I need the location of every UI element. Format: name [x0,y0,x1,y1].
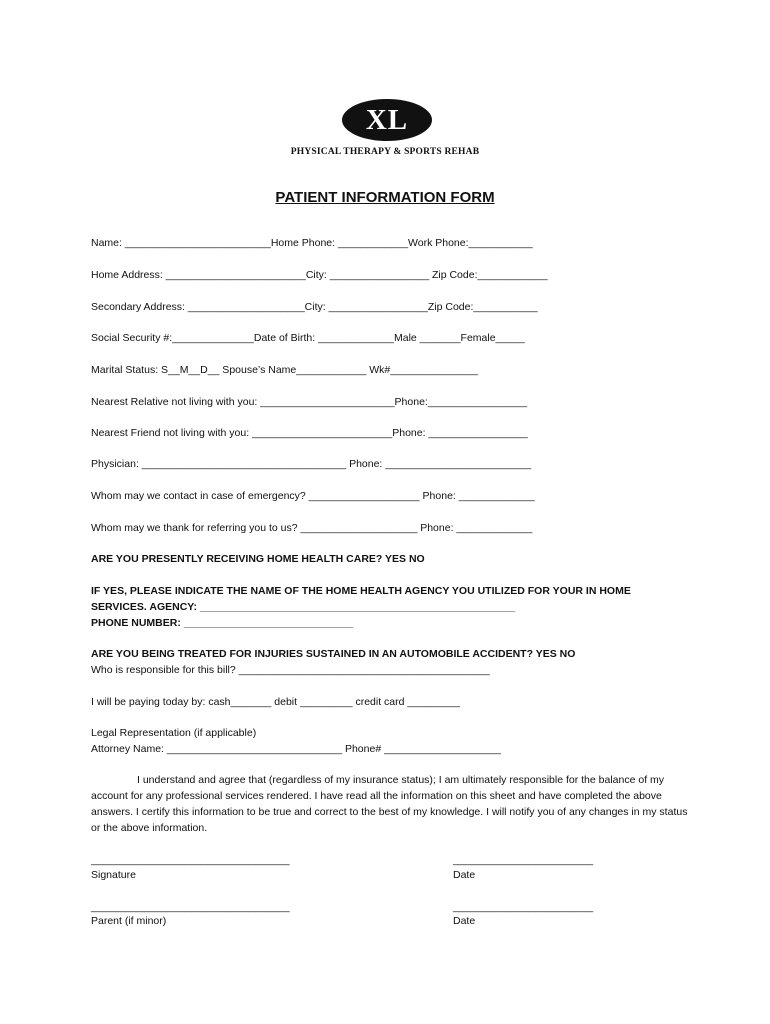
form-title: PATIENT INFORMATION FORM [275,189,495,206]
home-health-question: ARE YOU PRESENTLY RECEIVING HOME HEALTH CARE? YES NO [91,553,425,565]
attorney-line: Attorney Name: ______________________________ Phone# ____________________ [91,743,501,755]
parent-date-line: ________________________ [453,901,594,913]
auto-accident-question: ARE YOU BEING TREATED FOR INJURIES SUSTAINED IN AN AUTOMOBILE ACCIDENT? YES NO [91,648,576,660]
legal-representation-label: Legal Representation (if applicable) [91,727,257,739]
parent-signature-label: Parent (if minor) [91,915,167,927]
signature-line: __________________________________ [91,854,290,866]
parent-signature-line: __________________________________ [91,901,290,913]
agency-phone-line: PHONE NUMBER: _____________________________ [91,617,354,629]
home-address-line: Home Address: ________________________City: _________________ Zip Code:____________ [91,269,548,281]
logo [278,95,492,167]
logo-subtitle: PHYSICAL THERAPY & SPORTS REHAB [290,147,480,157]
date-label: Date [453,869,476,881]
agency-line: SERVICES. AGENCY: ______________________________________________________ [91,601,516,613]
date-line: ________________________ [453,854,594,866]
agreement-paragraph: I understand and agree that (regardless of my insurance status); I am ultimately responsible for the balance of my account for any professional services rendered. I have read all the information on this sheet and have completed the above answers. I certify this information to be true and correct to the best of my knowledge. I will notify you of any changes in my status or the above information. [91,774,688,834]
nearest-relative-line: Nearest Relative not living with you: _______________________Phone:_________________ [91,396,528,408]
name-phone-line: Name: _________________________Home Phone: ____________Work Phone:___________ [91,237,533,249]
logo-mark: XL [342,99,432,141]
nearest-friend-line: Nearest Friend not living with you: ________________________Phone: _________________ [91,427,528,439]
physician-line: Physician: ___________________________________ Phone: _________________________ [91,458,532,470]
signature-label: Signature [91,869,136,881]
ssn-dob-sex-line: Social Security #:______________Date of Birth: _____________Male _______Female_____ [91,332,525,344]
secondary-address-line: Secondary Address: ____________________City: _________________Zip Code:___________ [91,301,538,313]
referral-line: Whom may we thank for referring you to us? ____________________ Phone: _____________ [91,522,533,534]
home-health-agency-prompt: IF YES, PLEASE INDICATE THE NAME OF THE HOME HEALTH AGENCY YOU UTILIZED FOR YOUR IN HOME [91,585,631,597]
payment-method-line: I will be paying today by: cash_______ debit _________ credit card _________ [91,696,460,708]
bill-responsible-line: Who is responsible for this bill? ___________________________________________ [91,664,490,676]
parent-date-label: Date [453,915,476,927]
emergency-contact-line: Whom may we contact in case of emergency? ___________________ Phone: _____________ [91,490,535,502]
marital-status-line: Marital Status: S__M__D__ Spouse’s Name____________ Wk#_______________ [91,364,478,376]
